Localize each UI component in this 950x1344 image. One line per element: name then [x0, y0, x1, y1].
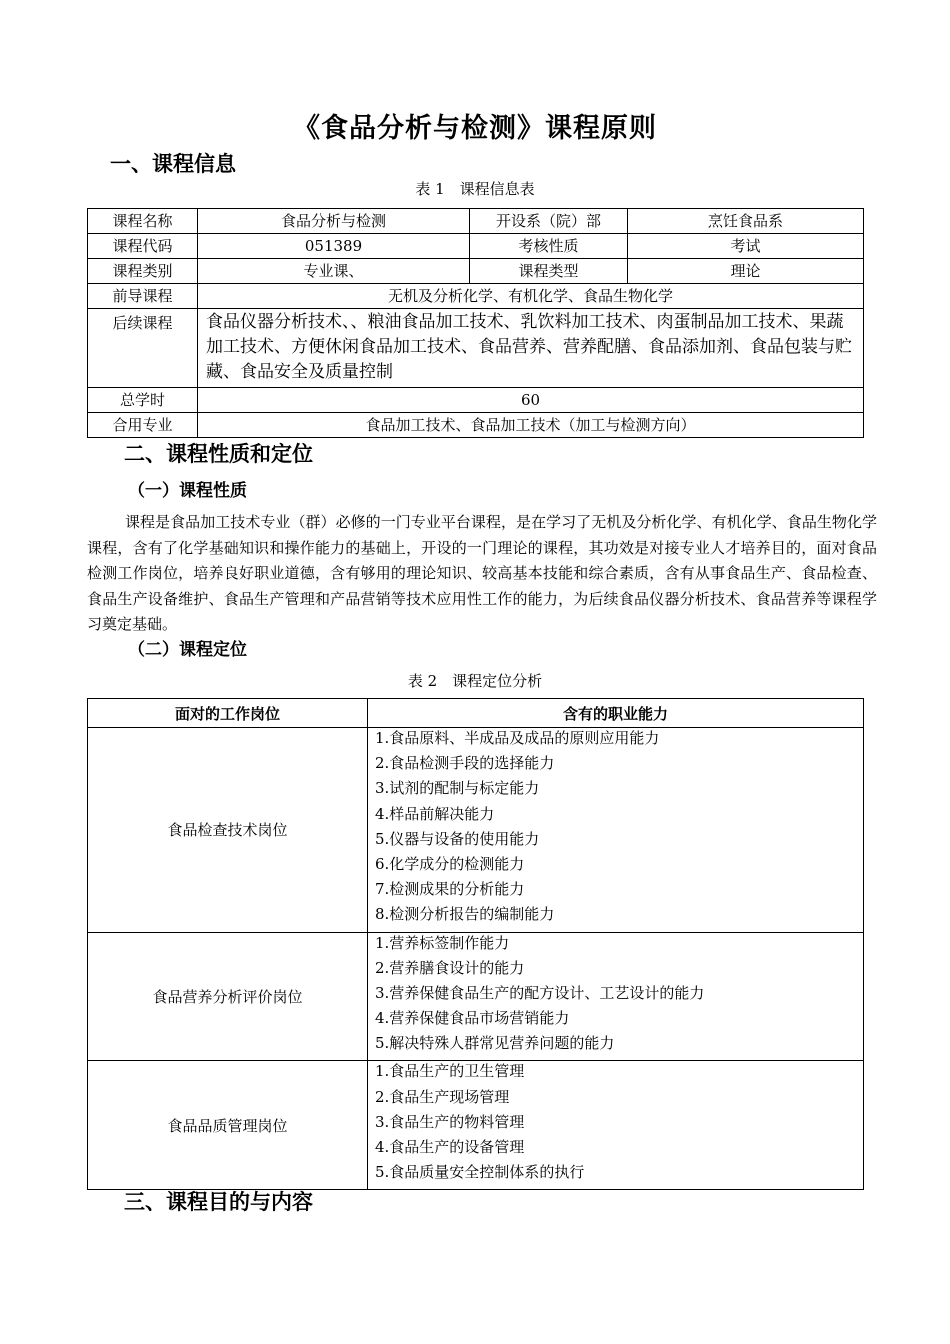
document-title: 《食品分析与检测》课程原则 — [293, 113, 657, 144]
course-code-value: 051389 — [198, 234, 470, 259]
table-row — [88, 309, 864, 388]
column-header-post: 面对的工作岗位 — [88, 699, 368, 728]
category-label: 课程类别 — [88, 259, 198, 284]
prereq-label: 前导课程 — [88, 284, 198, 309]
course-code-label: 课程代码 — [88, 234, 198, 259]
list-item: 8.检测分析报告的编制能力 — [375, 905, 555, 924]
list-item: 2.营养膳食设计的能力 — [375, 958, 525, 977]
list-item: 2.食品检测手段的选择能力 — [375, 754, 555, 773]
table-row — [88, 259, 864, 284]
followup-label: 后续课程 — [88, 309, 198, 388]
dept-label: 开设系（院）部 — [470, 209, 628, 234]
list-item: 3.试剂的配制与标定能力 — [375, 779, 540, 798]
table-row — [88, 932, 864, 1061]
table-row — [88, 413, 864, 438]
section2-heading: 二、课程性质和定位 — [124, 441, 313, 466]
list-item: 3.营养保健食品生产的配方设计、工艺设计的能力 — [375, 983, 705, 1002]
type-label: 课程类型 — [470, 259, 628, 284]
column-header-ability: 含有的职业能力 — [368, 699, 864, 728]
course-name-label: 课程名称 — [88, 209, 198, 234]
list-item: 4.食品生产的设备管理 — [375, 1138, 525, 1156]
section1-heading: 一、课程信息 — [110, 151, 236, 176]
major-value: 食品加工技术、食品加工技术（加工与检测方向） — [198, 413, 864, 438]
course-name-value: 食品分析与检测 — [198, 209, 470, 234]
course-info-table — [87, 208, 864, 438]
post-name: 食品营养分析评价岗位 — [88, 932, 368, 1061]
hours-label: 总学时 — [88, 388, 198, 413]
list-item: 7.检测成果的分析能力 — [375, 880, 525, 899]
assess-value: 考试 — [628, 234, 864, 259]
dept-value: 烹饪食品系 — [628, 209, 864, 234]
ability-list — [368, 1061, 864, 1190]
table-row — [88, 209, 864, 234]
list-item: 1.食品生产的卫生管理 — [375, 1062, 525, 1081]
table2-caption: 表 2 课程定位分析 — [407, 672, 543, 690]
course-positioning-table — [87, 698, 864, 1190]
subsection-positioning-heading: （二）课程定位 — [128, 640, 247, 660]
type-value: 理论 — [628, 259, 864, 284]
list-item: 5.仪器与设备的使用能力 — [375, 829, 540, 848]
table-header-row — [88, 699, 864, 728]
table-row — [88, 388, 864, 413]
ability-list — [368, 728, 864, 933]
list-item: 5.食品质量安全控制体系的执行 — [375, 1163, 585, 1182]
course-nature-paragraph: 课程是食品加工技术专业（群）必修的一门专业平台课程，是在学习了无机及分析化学、有机化学、食品生物化学课程，含有了化学基础知识和操作能力的基础上，开设的一门理论的课程，其功效是对接专业人才培养目的，面对食品检测工作岗位，培养良好职业道德，含有够用的理论知识、较高基本技能和综合素质，含有从事食品生产、食品检查、食品生产设备维护、食品生产管理和产品营销等技术应用性工作的能力，为后续食品仪器分析技术、食品营养等课程学习奠定基础。 — [87, 513, 877, 633]
hours-value: 60 — [198, 388, 864, 413]
table-row — [88, 234, 864, 259]
followup-value: 食品仪器分析技术、、粮油食品加工技术、乳饮料加工技术、肉蛋制品加工技术、果蔬加工技术、方便休闲食品加工技术、食品营养、营养配膳、食品添加剂、食品包装与贮藏、食品安全及质量控制 — [198, 309, 864, 388]
list-item: 3.食品生产的物料管理 — [375, 1112, 525, 1131]
list-item: 1.营养标签制作能力 — [375, 933, 510, 952]
list-item: 4.样品前解决能力 — [375, 804, 495, 823]
category-value: 专业课、 — [198, 259, 470, 284]
ability-list — [368, 932, 864, 1061]
table-row — [88, 1061, 864, 1190]
major-label: 合用专业 — [88, 413, 198, 438]
table-row — [88, 728, 864, 933]
assess-label: 考核性质 — [470, 234, 628, 259]
subsection-nature-heading: （一）课程性质 — [128, 481, 247, 501]
post-name: 食品检查技术岗位 — [88, 728, 368, 933]
table-row — [88, 284, 864, 309]
table1-caption: 表 1 课程信息表 — [415, 180, 535, 198]
list-item: 5.解决特殊人群常见营养问题的能力 — [375, 1034, 615, 1053]
list-item: 1.食品原料、半成品及成品的原则应用能力 — [375, 729, 660, 747]
list-item: 2.食品生产现场管理 — [375, 1087, 510, 1106]
post-name: 食品品质管理岗位 — [88, 1061, 368, 1190]
section3-heading: 三、课程目的与内容 — [124, 1189, 313, 1214]
list-item: 6.化学成分的检测能力 — [375, 854, 525, 873]
prereq-value: 无机及分析化学、有机化学、食品生物化学 — [198, 284, 864, 309]
list-item: 4.营养保健食品市场营销能力 — [375, 1009, 570, 1028]
